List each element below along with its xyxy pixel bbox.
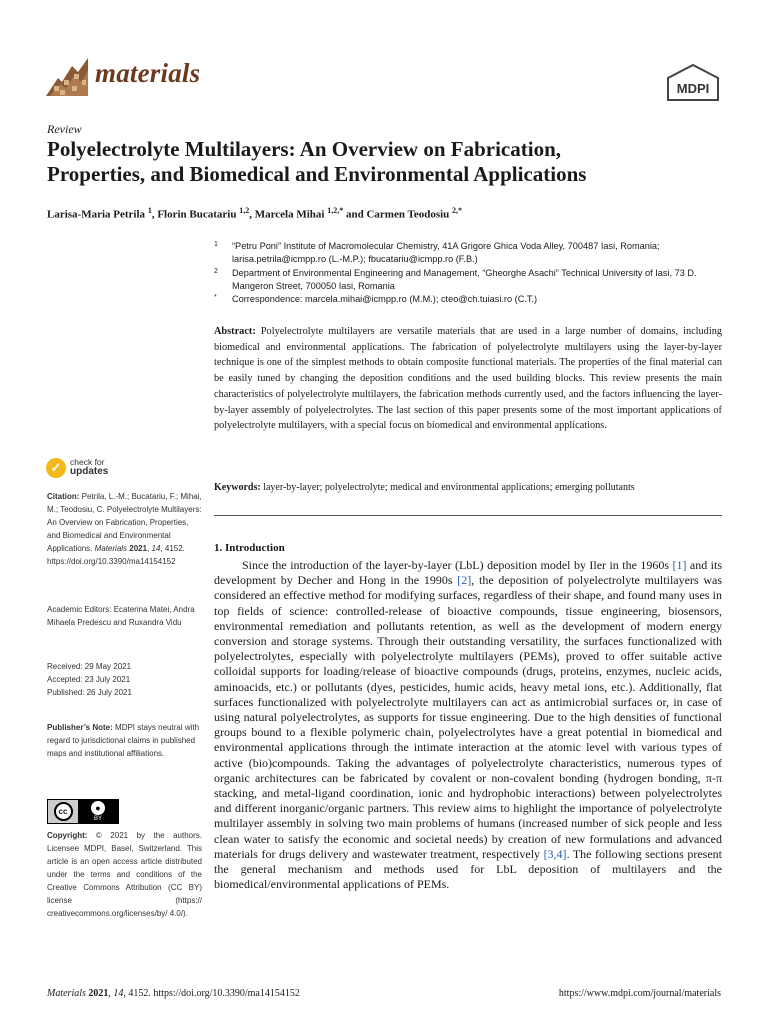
publisher-name: MDPI (676, 81, 710, 96)
cc-icon: cc (54, 802, 73, 821)
reference-link[interactable]: [2] (457, 573, 472, 588)
keywords (214, 482, 722, 493)
citation-year: 2021 (129, 544, 148, 553)
affiliation-mark: 2 (214, 267, 218, 275)
footer-year: 2021 (88, 988, 109, 999)
affiliation-mark: * (214, 294, 217, 302)
citation-doi-link[interactable]: https://doi.org/10.3390/ma14154152 (47, 557, 176, 566)
title-line-1: Polyelectrolyte Multilayers: An Overview on Fabrication, (47, 137, 561, 161)
intro-text: . The following sections present the general mechanism and methods used for LbL deposition of multilayers and the biomedical/environmental applications of PEMs. (214, 846, 722, 892)
intro-text: , the deposition of polyelectrolyte multilayers was considered an effective method for modifying surfaces, regardless of their shape, and found many uses in top fields of science: controlled-release of bioactive compounds, tissue engineering, biosensors, environmental remediation and pollutants retention, as well as the development of modern energy conversion and storage systems. Through their outstanding versatility, the surfaces functionalized with polyelectrolytes, especially with polyelectrolyte multilayers (PEMs), proved to offer suitable active colloidal supports for loading/release of bioactive compounds (drugs, proteins, enzymes, nucleic acids, aminoacids, etc.) or pollutants (dyes, pesticides, humic acids, heavy metal ions, etc.). Additionally, flat surfaces functionalized with polyelectrolyte multilayers can act as antimicrobial surfaces or, in case of using natural polyelectrolytes, as supports for tissue engineering. Due to the high densities of functional groups bound to a flexible polymeric chain, polyelectrolytes have a great potential in biomedical and environmental applications through the intimate interaction at the atomic level with various types of active (bio)compounds. Taking the advantages of polyelectrolyte characteristics, numerous types of organic architectures can be fabricated by covalent or non-covalent bonding (hydrogen bonding, π-π stacking, and metal-ligand coordination, ionic and hydrophobic interactions) between polyelectrolytes and different inorganic/organic partners. This review aims to highlight the importance of polyelectrolyte multilayer assembly in solving two main problems of humans (increased number of sick people and less clean water to satisfy the economic and societal needs) by creation of new formulations and advanced materials for drugs delivery and wastewater treatment, respectively (214, 573, 722, 861)
author-name[interactable]: Florin Bucatariu (157, 208, 237, 221)
check-icon: ✓ (46, 458, 66, 478)
author-list (47, 206, 462, 221)
dates-block (47, 660, 202, 699)
author-name[interactable]: Marcela Mihai (254, 208, 325, 221)
author-name[interactable]: Larisa-Maria Petrila (47, 208, 146, 221)
received-date: Received: 29 May 2021 (47, 662, 132, 671)
reference-link[interactable]: [1] (672, 558, 687, 572)
section-heading-introduction: 1. Introduction (214, 542, 285, 554)
journal-name: materials (95, 58, 201, 88)
author-name[interactable]: Carmen Teodosiu (366, 208, 450, 221)
intro-text: Since the introduction of the layer-by-layer (LbL) deposition model by Iler in the 1960s (242, 558, 673, 572)
mdpi-logo-icon (666, 64, 720, 102)
affiliation-text: “Petru Poni” Institute of Macromolecular Chemistry, 41A Grigore Ghica Voda Alley, 700487 Iasi, Romania; larisa.petrila@icmpp.ro (L.-M.P.); fbucatariu@icmpp.ro (F.B.) (232, 241, 660, 265)
citation-volume: 14 (151, 544, 161, 553)
publisher-note-label: Publisher’s Note: (47, 723, 113, 732)
citation-label: Citation: (47, 492, 80, 501)
author-separator: and (343, 208, 367, 221)
author-affiliation-mark: 1,2 (239, 206, 250, 215)
affiliation-item (214, 267, 726, 294)
publisher-note-text: MDPI stays neutral with regard to jurisdictional claims in published maps and institutional affiliations. (47, 723, 200, 758)
citation-page: , 4152. (160, 544, 185, 553)
by-label: BY (93, 816, 102, 822)
abstract-text: Polyelectrolyte multilayers are versatile materials that are used in a large number of domains, including biomedical and environmental applications. The fabrication of polyelectrolyte multilayers using the layer-by-layer technique is one of the simplest methods to obtain composite functional materials. The properties of the final material can be easily tuned by changing the deposition conditions and the used building blocks. This review presents the main characteristics of polyelectrolyte multilayers, the fabrication methods currently used, and the factors influencing the layer-by-layer assembly of polyelectrolytes. The last section of this paper presents some of the most important applications of polyelectrolyte multilayers, with a special focus on biomedical and environmental applications. (214, 326, 722, 432)
citation-journal: Materials (94, 544, 128, 553)
editors-label: Academic Editors: (47, 605, 112, 614)
cc-by-license-badge[interactable] (47, 799, 119, 824)
intro-text: and its development by Decher and Hong in the 1990s (214, 558, 722, 588)
copyright-label: Copyright: (47, 831, 88, 840)
affiliations (214, 240, 726, 306)
check-for-updates-label (70, 458, 108, 476)
abstract (214, 324, 722, 434)
affiliation-text: Department of Environmental Engineering and Management, “Gheorghe Asachi” Technical University of Iasi, 73 D. Mangeron Street, 700050 Iasi, Romania (232, 267, 697, 291)
citation-text: Petrila, L.-M.; Bucatariu, F.; Mihai, M.; Teodosiu, C. Polyelectrolyte Multilayers: An Overview on Fabrication, Properties, and Biomedical and Environmental Applications. (47, 492, 202, 553)
title-line-2: Properties, and Biomedical and Environmental Applications (47, 162, 587, 186)
abstract-label: Abstract: (214, 326, 256, 337)
footer-journal: Materials (47, 988, 86, 999)
keywords-label: Keywords: (214, 482, 261, 493)
check-line-1: check for (70, 457, 105, 467)
affiliation-item (214, 240, 726, 267)
check-for-updates-button[interactable] (46, 455, 126, 481)
keywords-text: layer-by-layer; polyelectrolyte; medical and environmental applications; emerging pollutants (263, 482, 635, 493)
article-title (47, 137, 727, 187)
published-date: Published: 26 July 2021 (47, 688, 132, 697)
affiliation-mark: 1 (214, 241, 218, 248)
footer-doi[interactable]: , 4152. https://doi.org/10.3390/ma14154152 (123, 988, 300, 999)
affiliation-item (214, 293, 726, 306)
journal-logo-icon (44, 56, 90, 98)
footer-journal-url[interactable]: https://www.mdpi.com/journal/materials (558, 988, 721, 999)
publisher-note (47, 721, 202, 760)
author-separator: , (249, 208, 255, 221)
academic-editors (47, 603, 202, 629)
author-affiliation-mark: 1 (147, 206, 152, 215)
accepted-date: Accepted: 23 July 2021 (47, 675, 131, 684)
author-affiliation-mark: 1,2,* (327, 206, 344, 215)
footer-citation: Materials 2021, 14, 4152. https://doi.org/10.3390/ma14154152 (47, 988, 300, 999)
person-icon: ● (91, 801, 105, 815)
author-affiliation-mark: 2,* (452, 206, 463, 215)
introduction-paragraph (214, 558, 722, 892)
citation-block: Citation: Petrila, L.-M.; Bucatariu, F.; Mihai, M.; Teodosiu, C. Polyelectrolyte Multilayers: An Overview on Fabrication, Properties, and Biomedical and Environmental Applications. Materials 2021, 14, 4152. https://doi.org/10.3390/ma14154152 (47, 492, 202, 566)
copyright-text: © 2021 by the authors. Licensee MDPI, Basel, Switzerland. This article is an open access article distributed under the terms and conditions of the Creative Commons Attribution (CC BY) license (https:// creativecommons.org/licenses/by/ 4.0/). (47, 831, 202, 918)
section-divider (214, 515, 722, 516)
article-type: Review (47, 122, 82, 136)
footer-volume: 14 (113, 988, 124, 999)
reference-link[interactable]: [3,4] (543, 846, 567, 861)
copyright-block (47, 829, 202, 920)
editors-names: Ecaterina Matei, Andra Mihaela Predescu and Ruxandra Vidu (47, 605, 195, 627)
author-separator: , (151, 208, 158, 221)
check-line-2: updates (70, 466, 109, 477)
correspondence-text: Correspondence: marcela.mihai@icmpp.ro (M.M.); cteo@ch.tuiasi.ro (C.T.) (232, 294, 538, 305)
